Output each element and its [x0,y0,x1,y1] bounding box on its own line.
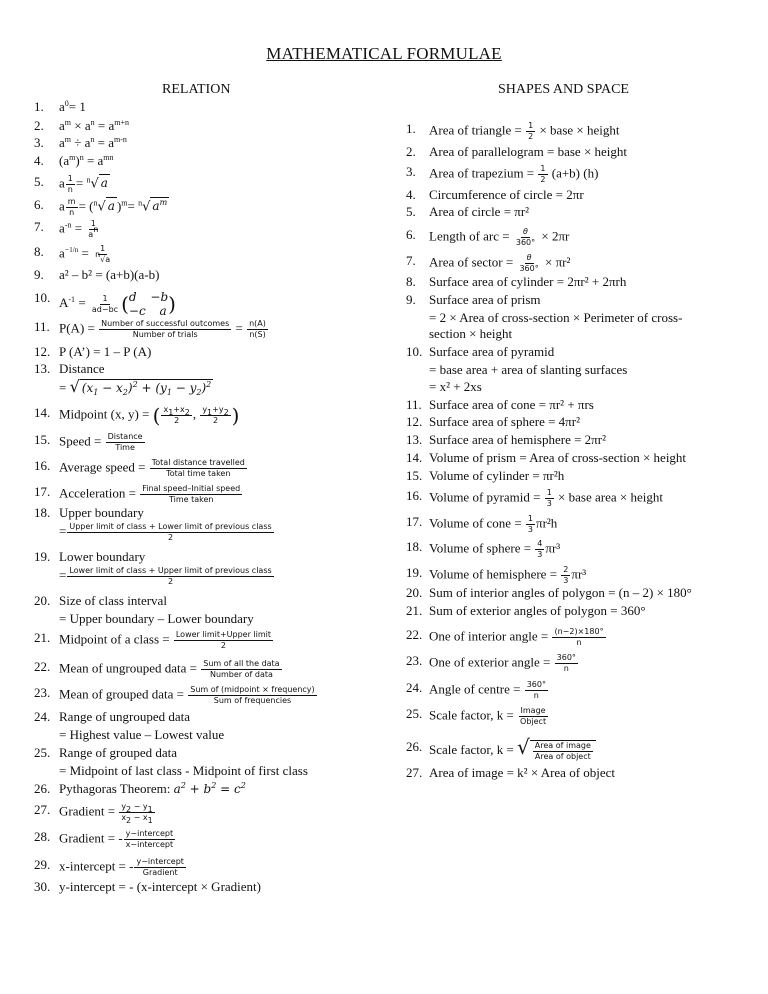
formula-text: P (A’) = 1 – P (A) [59,344,152,359]
fraction-denominator: Object [520,717,547,726]
formula-text: πr³ [545,540,561,556]
item-number: 27. [406,765,423,780]
fraction-numerator: Image [520,706,546,715]
item-number: 7. [34,219,44,234]
formula-label: Midpoint (x, y) = [59,406,150,422]
fraction-numerator: y−intercept [125,829,174,838]
formula-text: × πr² [545,254,571,270]
item-number: 15. [34,432,51,447]
item-number: 5. [406,204,416,219]
formula-label: x-intercept = - [59,858,134,874]
formula-label: Pythagoras Theorem: [59,781,171,796]
item-number: 21. [34,630,51,645]
formula-text: section × height [429,326,513,341]
item-number: 16. [406,488,423,503]
fraction-denominator: n [533,691,539,700]
item-number: 10. [406,344,423,359]
item-number: 24. [34,709,51,724]
formula-label: One of exterior angle = [429,654,551,670]
item-number: 23. [406,653,423,668]
difference-of-squares: a² – b² = (a+b)(a-b) [59,267,160,282]
item-number: 13. [34,361,51,376]
shapes-heading: SHAPES AND SPACE [498,82,629,97]
fraction-numerator: Lower limit+Upper limit [175,630,272,639]
fraction-denominator: n [563,664,569,673]
item-number: 21. [406,603,423,618]
formula-label: Volume of sphere = [429,540,532,556]
fraction-numerator: Area of image [534,740,591,750]
item-number: 22. [34,659,51,674]
formula-label: Gradient = [59,803,116,819]
formula-text: Area of parallelogram = base × height [429,144,628,159]
item-number: 10. [34,290,51,305]
item-number: 3. [34,135,44,150]
formula-label: Area of triangle = [429,122,522,138]
fraction-numerator: Sum of all the data [203,659,280,668]
formula-label: Mean of grouped data = [59,686,185,702]
fraction-numerator: 360° [526,680,546,689]
formula-text: = base area + area of slanting surfaces [429,362,628,377]
formula-text: = Highest value – Lowest value [59,727,225,742]
fraction-numerator: 360° [556,653,576,662]
item-number: 23. [34,685,51,700]
formula-label: One of interior angle = [429,628,549,644]
item-number: 11. [406,397,422,412]
fraction-denominator: Total time taken [166,469,231,478]
formula-label: Mean of ungrouped data = [59,660,198,676]
item-number: 28. [34,829,51,844]
item-number: 11. [34,319,50,334]
item-number: 17. [34,484,51,499]
fraction-denominator: n(S) [249,330,266,339]
item-number: 3. [406,164,416,179]
formula-label: P(A) = [59,320,95,336]
item-number: 9. [406,292,416,307]
formula-text: Surface area of cone = πr² + πrs [429,397,594,412]
formula-label: Volume of cone = [429,515,522,531]
formula-text: Volume of cylinder = πr²h [429,468,565,483]
formula-label: Area of trapezium = [429,165,535,181]
item-number: 13. [406,432,423,447]
item-number: 25. [406,706,423,721]
formula-label: Average speed = [59,459,146,475]
formula-text: Area of circle = πr² [429,204,530,219]
formula-label: Acceleration = [59,485,136,501]
item-number: 1. [34,99,44,114]
item-number: 19. [34,549,51,564]
item-number: 24. [406,680,423,695]
item-number: 14. [406,450,423,465]
item-number: 20. [406,585,423,600]
formula-label: Range of ungrouped data [59,709,191,724]
item-number: 17. [406,514,423,529]
item-number: 18. [406,539,423,554]
item-number: 7. [406,253,416,268]
relation-heading: RELATION [162,82,231,97]
formula-label: Midpoint of a class = [59,631,170,647]
fraction-numerator: (n−2)×180° [554,627,604,636]
formula-text: = Midpoint of last class - Midpoint of first class [59,763,308,778]
item-number: 18. [34,505,51,520]
page-title: MATHEMATICAL FORMULAE [266,44,502,63]
formula-label: Length of arc = [429,228,510,244]
formula-text: = Upper boundary – Lower boundary [59,611,254,626]
formula-label: Upper boundary [59,505,144,520]
formula-label: Scale factor, k = [429,707,514,723]
formula-label: Angle of centre = [429,681,521,697]
item-number: 6. [406,227,416,242]
fraction-denominator: x−intercept [125,840,174,849]
item-number: 20. [34,593,51,608]
formula-label: Range of grouped data [59,745,178,760]
formula-text: × 2πr [541,228,570,244]
formula-label: Distance [59,361,105,376]
formula-text: (a+b) (h) [551,165,599,181]
formula-label: Gradient = - [59,830,123,846]
formula-text: Surface area of cylinder = 2πr² + 2πrh [429,274,627,289]
formula-text: y-intercept = - (x-intercept × Gradient) [59,879,261,894]
fraction-denominator: Number of data [209,670,273,679]
fraction-numerator: Distance [107,432,143,441]
item-number: 12. [406,414,423,429]
item-number: 12. [34,344,51,359]
fraction-numerator: Upper limit of class + Lower limit of previous class [69,522,272,531]
formula-text: Circumference of circle = 2πr [429,187,584,202]
item-number: 9. [34,267,44,282]
formula-text: = 2 × Area of cross-section × Perimeter of cross- [429,310,683,325]
formula-text: Surface area of hemisphere = 2πr² [429,432,606,447]
item-number: 8. [406,274,416,289]
formula-label: Volume of pyramid = [429,489,541,505]
fraction-denominator: Sum of frequencies [213,696,292,705]
fraction-denominator: 2 [220,641,226,650]
formula-text: πr²h [536,515,558,531]
item-number: 22. [406,627,423,642]
item-number: 26. [406,739,423,754]
fraction-denominator: Area of object [534,751,591,761]
item-number: 29. [34,857,51,872]
fraction-numerator: Number of successful outcomes [101,319,230,328]
item-number: 6. [34,197,44,212]
fraction-numerator: Total distance travelled [151,458,245,467]
item-number: 30. [34,879,51,894]
formula-label: Area of sector = [429,254,514,270]
formula-text: = x² + 2xs [429,379,482,394]
fraction-denominator: 2 [167,533,174,542]
item-number: 16. [34,458,51,473]
fraction-denominator: Number of trials [132,330,198,339]
item-number: 15. [406,468,423,483]
item-number: 4. [406,187,416,202]
fraction-denominator: Time taken [168,495,214,504]
item-number: 2. [34,118,44,133]
item-number: 14. [34,405,51,420]
item-number: 25. [34,745,51,760]
formula-label: Volume of hemisphere = [429,566,558,582]
fraction-numerator: y−intercept [136,857,184,866]
fraction-numerator: Final speed–Initial speed [142,484,241,493]
formula-label: Surface area of prism [429,292,541,307]
formula-text: × base × height [539,122,620,138]
fraction-denominator: 2 [167,577,174,586]
formula-label: Size of class interval [59,593,167,608]
formula-text: × base area × height [558,489,663,505]
fraction-denominator: n [576,638,582,647]
formula-label: Scale factor, k = [429,742,514,757]
fraction-denominator: Gradient [142,868,178,877]
item-number: 27. [34,802,51,817]
fraction-numerator: Lower limit of class + Upper limit of previous class [69,566,272,575]
fraction-numerator: n(A) [249,319,266,328]
fraction-numerator: Sum of (midpoint × frequency) [190,685,315,694]
fraction-denominator: Time [115,443,135,452]
item-number: 1. [406,121,416,136]
formula-text: Area of image = k² × Area of object [429,765,616,780]
formula-text: Sum of interior angles of polygon = (n – 2) × 180° [429,585,692,600]
formula-label: Surface area of pyramid [429,344,555,359]
item-number: 5. [34,174,44,189]
formula-label: Lower boundary [59,549,146,564]
formula-text: Sum of exterior angles of polygon = 360° [429,603,646,618]
formula-text: πr³ [571,566,587,582]
item-number: 4. [34,153,44,168]
item-number: 26. [34,781,51,796]
formula-text: Volume of prism = Area of cross-section × height [429,450,687,465]
formula-label: Speed = [59,433,102,449]
formula-text: Surface area of sphere = 4πr² [429,414,580,429]
item-number: 8. [34,244,44,259]
item-number: 19. [406,565,423,580]
item-number: 2. [406,144,416,159]
